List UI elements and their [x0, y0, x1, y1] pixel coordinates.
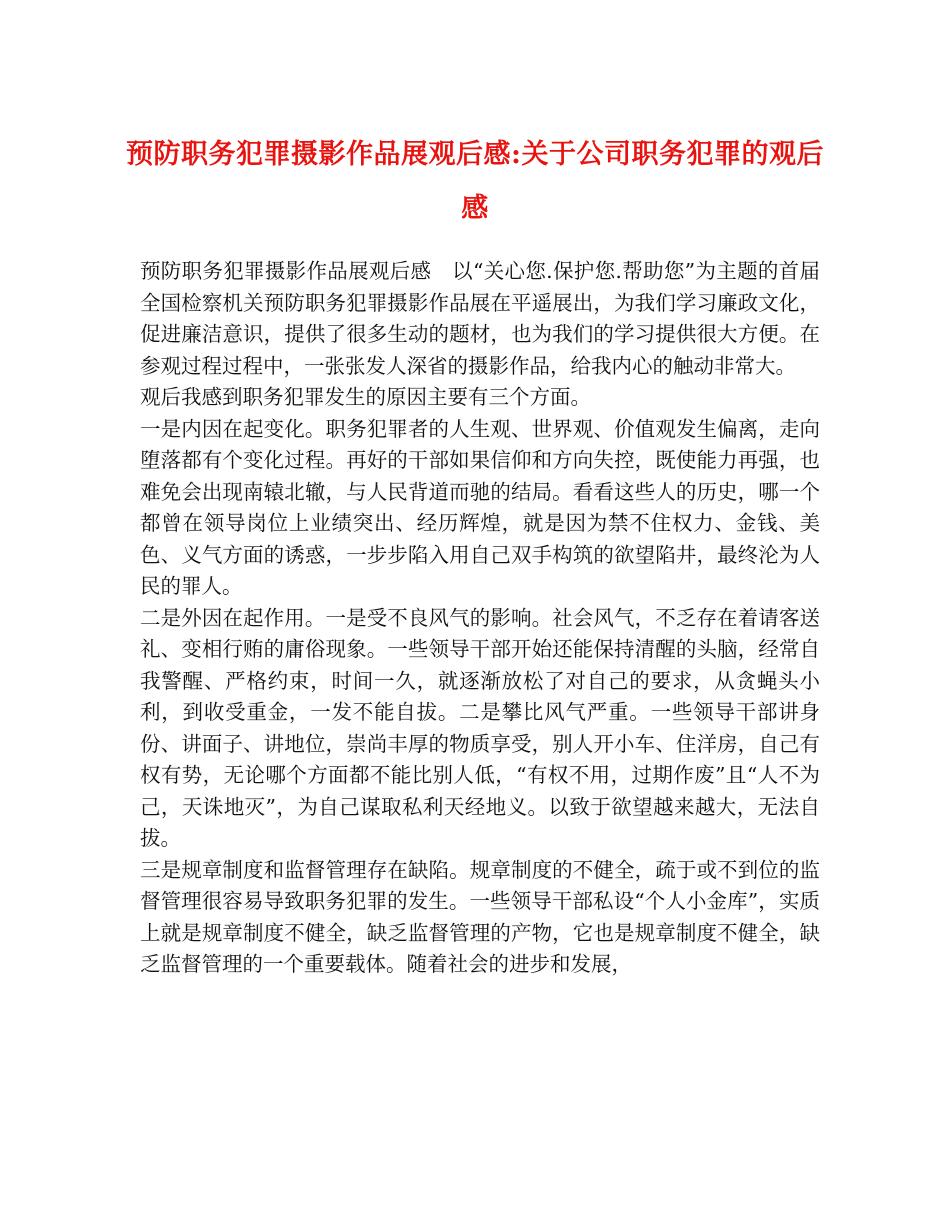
document-body	[140, 256, 820, 981]
paragraph: 预防职务犯罪摄影作品展观后感 以“关心您.保护您.帮助您”为主题的首届全国检察机关预防职务犯罪摄影作品展在平遥展出，为我们学习廉政文化，促进廉洁意识，提供了很多生动的题材，也为我们的学习提供很大方便。在参观过程过程中，一张张发人深省的摄影作品，给我内心的触动非常大。	[140, 259, 820, 378]
paragraph: 二是外因在起作用。一是受不良风气的影响。社会风气，不乏存在着请客送礼、变相行贿的庸俗现象。一些领导干部开始还能保持清醒的头脑，经常自我警醒、严格约束，时间一久，就逐渐放松了对自己的要求，从贪蝇头小利，到收受重金，一发不能自拔。二是攀比风气严重。一些领导干部讲身份、讲面子、讲地位，崇尚丰厚的物质享受，别人开小车、住洋房，自己有权有势，无论哪个方面都不能比别人低，“有权不用，过期作废”且“人不为己，天诛地灭”，为自己谋取私利天经地义。以致于欲望越来越大，无法自拔。	[140, 605, 820, 850]
paragraph: 一是内因在起变化。职务犯罪者的人生观、世界观、价值观发生偏离，走向堕落都有个变化过程。再好的干部如果信仰和方向失控，既使能力再强，也难免会出现南辕北辙，与人民背道而驰的结局。看看这些人的历史，哪一个都曾在领导岗位上业绩突出、经历辉煌，就是因为禁不住权力、金钱、美色、义气方面的诱惑，一步步陷入用自己双手构筑的欲望陷井，最终沦为人民的罪人。	[140, 416, 820, 598]
document-title: 预防职务犯罪摄影作品展观后感:关于公司职务犯罪的观后感	[126, 139, 824, 224]
paragraph: 三是规章制度和监督管理存在缺陷。规章制度的不健全，疏于或不到位的监督管理很容易导致职务犯罪的发生。一些领导干部私设“个人小金库”，实质上就是规章制度不健全，缺乏监督管理的产物，它也是规章制度不健全，缺乏监督管理的一个重要载体。随着社会的进步和发展，	[140, 857, 820, 976]
paragraph: 观后我感到职务犯罪发生的原因主要有三个方面。	[140, 385, 591, 409]
